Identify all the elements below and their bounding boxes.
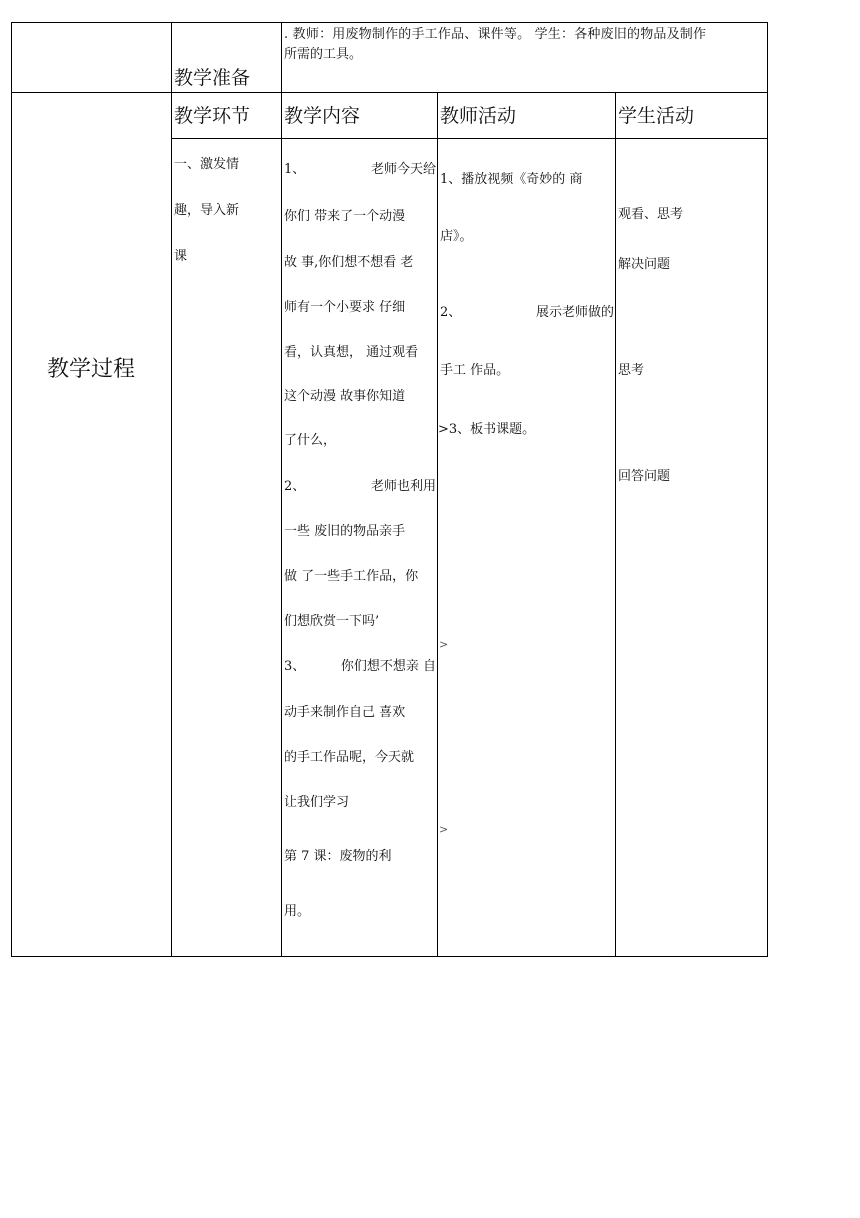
content-item-number-3: 3、 [284,659,306,674]
content-line-15: 让我们学习 [284,795,350,810]
content-line-12 [284,659,436,675]
student-line-4: 回答问题 [618,469,671,484]
prep-text-line-2: 所需的工具。 [284,47,363,62]
prep-row-bottom-border [11,92,768,93]
content-line-7: 了什么， [284,433,337,448]
header-stage: 教学环节 [174,105,251,127]
content-line-13: 动手来制作自己 喜欢 [284,705,406,720]
table-right-border [767,22,768,957]
header-content: 教学内容 [284,105,361,127]
table-left-border [11,22,12,957]
stage-line-1: 一、激发情 [174,157,240,172]
content-line-1 [284,162,436,178]
col-divider-2 [281,22,282,93]
teacher-line-3 [440,305,614,321]
content-item-number-1: 1、 [284,162,306,177]
student-line-3: 思考 [618,363,645,378]
content-line-12-text: 你们想不想亲 自 [340,659,436,674]
teacher-line-3-text: 展示老师做的 [535,305,614,320]
content-line-11: 们想欣赏一下吗’ [284,614,380,629]
chevron-marker-icon: > [439,638,449,651]
content-line-16: 第 7 课：废物的利 [284,849,392,864]
content-line-17: 用。 [284,904,311,919]
prep-label: 教学准备 [174,67,251,89]
col-divider-4 [615,92,616,957]
process-label: 教学过程 [47,357,136,382]
teacher-line-1: 1、播放视频《奇妙的 商 [440,172,583,187]
content-line-5: 看，认真想， 通过观看 [284,345,419,360]
student-line-1: 观看、思考 [618,207,684,222]
header-student: 学生活动 [618,105,695,127]
header-teacher: 教师活动 [440,105,517,127]
content-line-8-text: 老师也利用 [370,479,436,494]
table-top-border [11,22,768,23]
stage-line-3: 课 [174,249,188,264]
content-line-9: 一些 废旧的物品亲手 [284,524,406,539]
teacher-line-4: 手工 作品。 [440,363,510,378]
col-divider-1 [171,22,172,957]
teacher-line-2: 店》。 [440,229,473,244]
teacher-line-5: >3、板书课题。 [438,422,536,437]
content-line-4: 师有一个小要求 仔细 [284,300,406,315]
content-line-10: 做 了一些手工作品，你 [284,569,419,584]
content-line-1-text: 老师今天给 [370,162,436,177]
content-line-2: 你们 带来了一个动漫 [284,209,406,224]
teacher-item-number-2: 2、 [440,305,462,320]
content-line-14: 的手工作品呢，今天就 [284,750,415,765]
header-row-bottom-border [171,138,768,139]
content-line-8 [284,479,436,495]
table-bottom-border [11,956,768,957]
col-divider-3 [437,92,438,957]
content-line-3: 故 事,你们想不想看 老 [284,255,414,270]
stage-line-2: 趣，导入新 [174,203,240,218]
prep-text-line-1: . 教师：用废物制作的手工作品、课件等。 学生：各种废旧的物品及制作 [284,27,707,42]
content-item-number-2: 2、 [284,479,306,494]
col-divider-2-lower [281,92,282,957]
content-line-6: 这个动漫 故事你知道 [284,389,406,404]
student-line-2: 解决问题 [618,257,671,272]
chevron-marker-icon: > [439,823,449,836]
